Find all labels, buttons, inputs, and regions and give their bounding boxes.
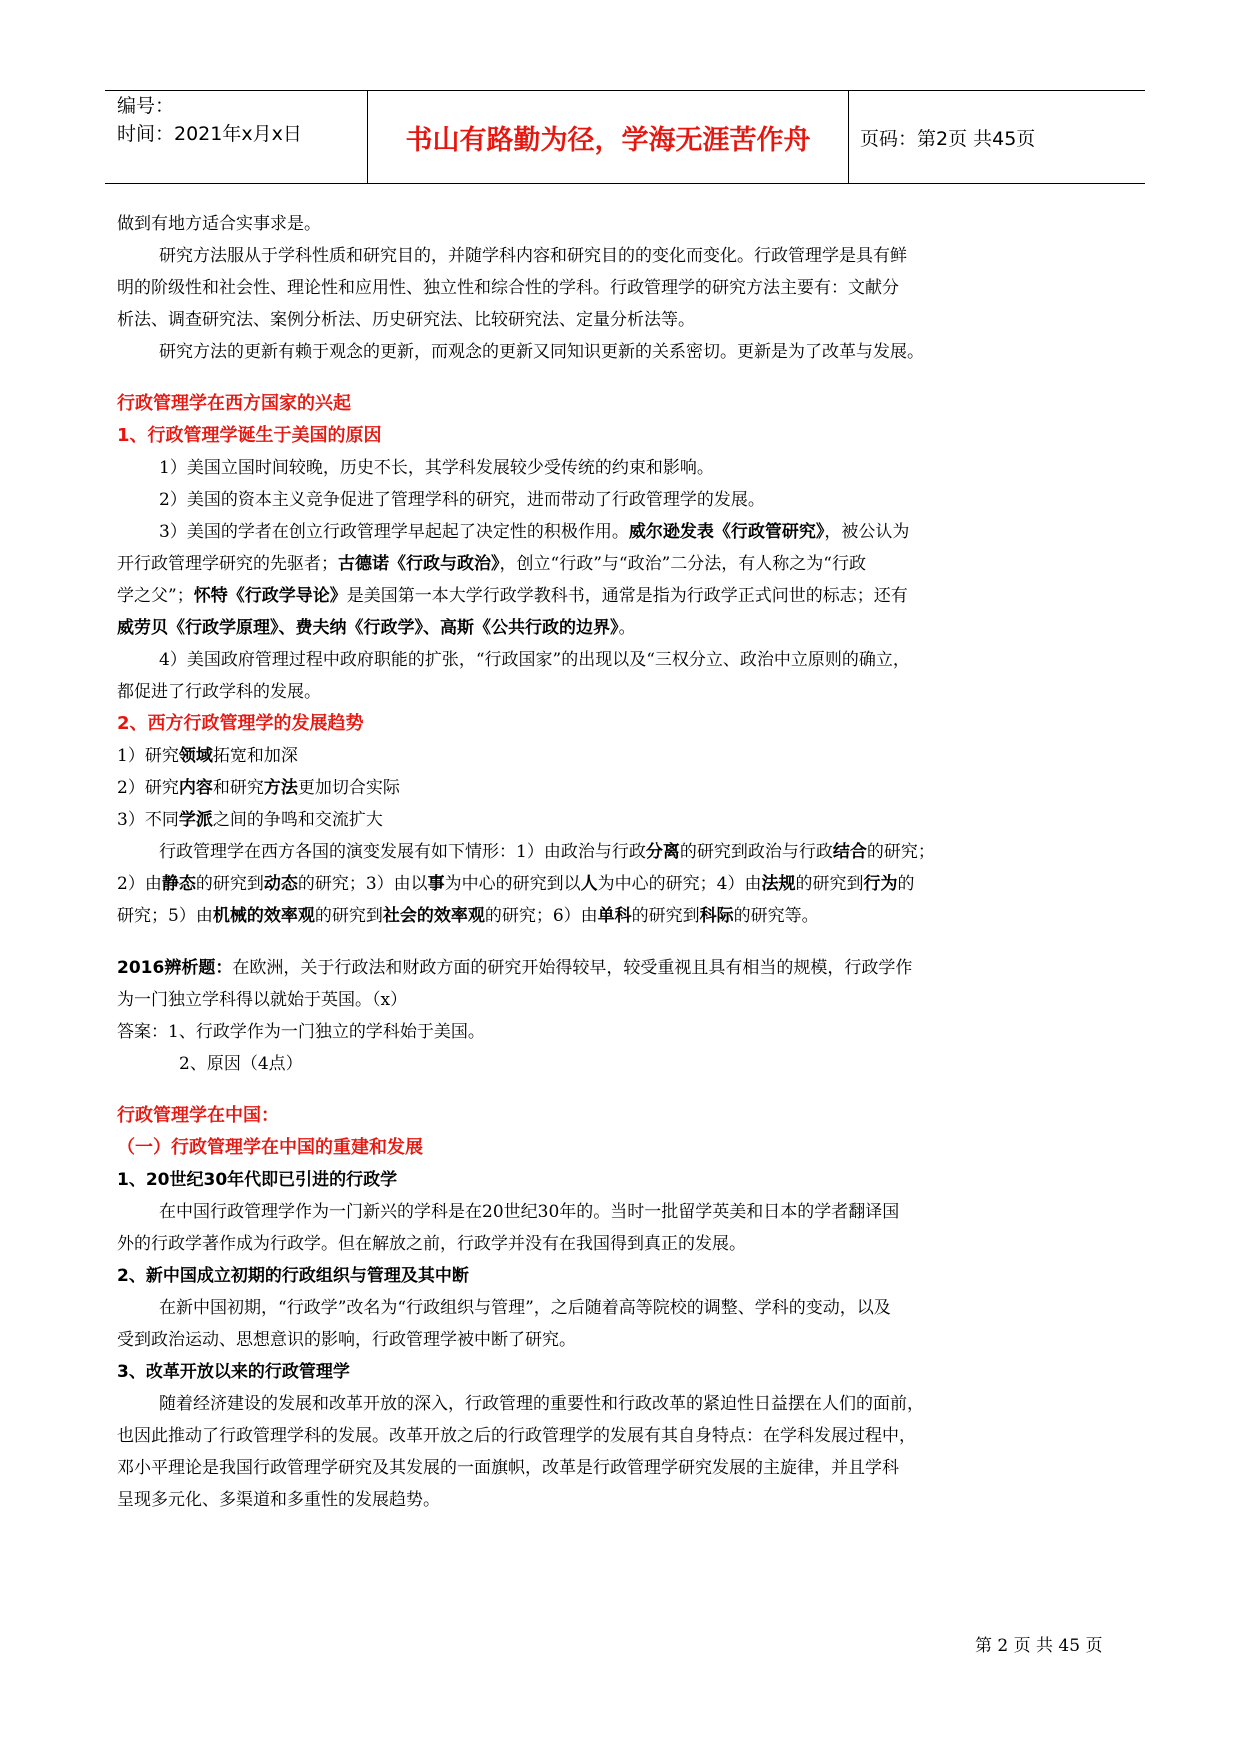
paragraph: 在新中国初期，“行政学”改名为“行政组织与管理”，之后随着高等院校的调整、学科的变动，以及 [159,1298,891,1318]
paragraph: 行政管理学在西方各国的演变发展有如下情形：1）由政治与行政分离的研究到政治与行政结合的研究； [159,842,935,862]
paragraph-line: 外的行政学著作成为行政学。但在解放之前，行政学并没有在我国得到真正的发展。 [117,1234,746,1254]
answer: 答案：1、行政学作为一门独立的学科始于美国。 [117,1022,485,1042]
list-item: 3）美国的学者在创立行政管理学早起起了决定性的积极作用。威尔逊发表《行政管研究》，被公认为 [159,522,910,542]
paragraph-line: 威劳贝《行政学原理》、费夫纳《行政学》、高斯《公共行政的边界》。 [117,618,636,638]
subsection-heading: 2、西方行政管理学的发展趋势 [117,713,364,734]
paragraph: 研究方法的更新有赖于观念的更新，而观念的更新又同知识更新的关系密切。更新是为了改革与发展。 [159,342,924,362]
paragraph: 研究方法服从于学科性质和研究目的，并随学科内容和研究目的的变化而变化。行政管理学是具有鲜 [159,246,907,266]
list-item: 3）不同学派之间的争鸣和交流扩大 [117,810,383,830]
page-header [105,90,1145,184]
list-item: 1）研究领域拓宽和加深 [117,746,298,766]
header-motto: 书山有路勤为径，学海无涯苦作舟 [368,91,849,183]
subsection-heading: 1、行政管理学诞生于美国的原因 [117,425,382,446]
section-heading: 行政管理学在西方国家的兴起 [117,393,351,414]
paragraph-line: 开行政管理学研究的先驱者；古德诺《行政与政治》，创立“行政”与“政治”二分法，有人称之为“行政 [117,554,866,574]
header-meta [105,91,368,183]
section-heading: 行政管理学在中国： [117,1105,279,1126]
subheading: 3、改革开放以来的行政管理学 [117,1362,350,1382]
paragraph-line: 学之父”；怀特《行政学导论》是美国第一本大学行政学教科书，通常是指为行政学正式问世的标志；还有 [117,586,908,606]
paragraph-line: 2）由静态的研究到动态的研究；3）由以事为中心的研究到以人为中心的研究；4）由法规的研究到行为的 [117,874,915,894]
paragraph-line: 研究；5）由机械的效率观的研究到社会的效率观的研究；6）由单科的研究到科际的研究等。 [117,906,819,926]
subheading: 1、20世纪30年代即已引进的行政学 [117,1170,398,1190]
paragraph-line: 呈现多元化、多渠道和多重性的发展趋势。 [117,1490,440,1510]
subsection-heading: （一）行政管理学在中国的重建和发展 [117,1137,423,1158]
paragraph-line: 都促进了行政学科的发展。 [117,682,321,702]
list-item: 2）研究内容和研究方法更加切合实际 [117,778,400,798]
question: 2016辨析题：在欧洲，关于行政法和财政方面的研究开始得较早，较受重视且具有相当的规模，行政学作 [117,958,913,978]
page-footer: 第 2 页 共 45 页 [975,1636,1103,1656]
paragraph-line: 也因此推动了行政管理学科的发展。改革开放之后的行政管理学的发展有其自身特点：在学科发展过程中， [117,1426,916,1446]
list-item: 1）美国立国时间较晚，历史不长，其学科发展较少受传统的约束和影响。 [159,458,714,478]
paragraph: 随着经济建设的发展和改革开放的深入，行政管理的重要性和行政改革的紧迫性日益摆在人们的面前， [159,1394,924,1414]
subheading: 2、新中国成立初期的行政组织与管理及其中断 [117,1266,469,1286]
list-item: 4）美国政府管理过程中政府职能的扩张，“行政国家”的出现以及“三权分立、政治中立原则的确立， [159,650,910,670]
paragraph-line: 邓小平理论是我国行政管理学研究及其发展的一面旗帜，改革是行政管理学研究发展的主旋律，并且学科 [117,1458,899,1478]
time-label: 时间：2021年x月x日 [117,123,302,145]
paragraph: 做到有地方适合实事求是。 [117,214,321,234]
answer: 2、原因（4点） [179,1054,303,1074]
document-body [117,208,1137,1516]
number-label: 编号： [117,95,175,117]
header-page-label: 页码：第2页 共45页 [860,127,1036,150]
question-line: 为一门独立学科得以就始于英国。（x） [117,990,408,1010]
paragraph: 明的阶级性和社会性、理论性和应用性、独立性和综合性的学科。行政管理学的研究方法主要有：文献分 [117,278,899,298]
paragraph-line: 受到政治运动、思想意识的影响，行政管理学被中断了研究。 [117,1330,576,1350]
paragraph: 析法、调查研究法、案例分析法、历史研究法、比较研究法、定量分析法等。 [117,310,695,330]
list-item: 2）美国的资本主义竞争促进了管理学科的研究，进而带动了行政管理学的发展。 [159,490,765,510]
paragraph: 在中国行政管理学作为一门新兴的学科是在20世纪30年的。当时一批留学英美和日本的学者翻译国 [159,1202,900,1222]
